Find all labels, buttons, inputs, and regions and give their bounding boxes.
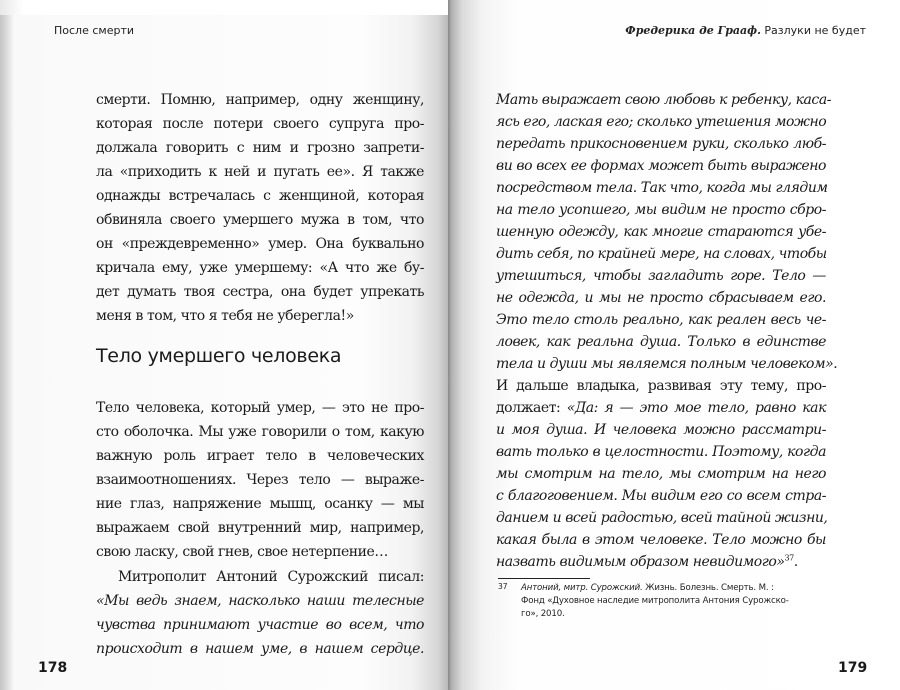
quote-line: ви во всех ее формах может быть выражено	[496, 158, 826, 174]
running-head-right	[625, 24, 866, 37]
quote-line: ясь его, лаская его; сколько утешения можно	[496, 114, 827, 130]
page-number-left: 178	[38, 660, 68, 676]
text-line: меня в том, что я тебя не уберегла!»	[96, 308, 354, 324]
quote-line: на тело усопшего, мы видим не просто сбро-	[496, 202, 826, 218]
quote-line: «Мы ведь знаем, насколько наши телесные	[96, 593, 424, 609]
text-line: кричала ему, уже умершему: «А что же бу-	[96, 260, 424, 276]
text-line: обвиняла своего умершего мужа в том, что	[96, 212, 424, 228]
quote-line: вать только в целостности. Поэтому, когда	[496, 444, 826, 460]
quote-line: Это тело столь реально, как реален весь че-	[496, 312, 826, 328]
text-line: взаимоотношениях. Через тело — выраже-	[96, 472, 424, 488]
running-head-left: После смерти	[54, 24, 134, 37]
quote-line	[496, 554, 826, 571]
text-line: однажды встречалась с женщиной, которая	[96, 188, 424, 204]
quote-line: ловек, как реальна душа. Только в единстве	[496, 334, 826, 350]
quote-line: данием и всей радостью, всей тайной жизни,	[496, 510, 828, 526]
text-line: которая после потери своего супруга про-	[96, 116, 424, 132]
page-edge-shadow	[0, 0, 448, 15]
section-heading: Тело умершего человека	[96, 345, 342, 367]
text-line: свою ласку, свой гнев, свое нетерпение…	[96, 544, 388, 560]
text-line: смерти. Помню, например, одну женщину,	[96, 92, 424, 108]
text-line: выражаем свой внутренний мир, например,	[96, 520, 424, 536]
quote-line: мы смотрим на тело, мы смотрим на него	[496, 466, 826, 482]
quote-line: тела и души мы являемся полным человеком».	[496, 356, 838, 372]
quote-line: посредством тела. Так что, когда мы глядим	[496, 180, 828, 196]
quote-line: шенную одежду, как многие стараются убе-	[496, 224, 826, 240]
text-line: сто оболочка. Мы уже говорили о том, какую	[96, 424, 424, 440]
quote-line: утешиться, чтобы загладить горе. Тело —	[496, 268, 826, 284]
running-head-author: Фредерика де Грааф.	[625, 24, 761, 37]
footnote-line	[521, 582, 835, 594]
quote-span: «Да: я — это мое тело, равно как	[566, 400, 826, 416]
footnote-text: Жизнь. Болезнь. Смерть. М. :	[642, 583, 774, 593]
footnote-number: 37	[498, 582, 508, 591]
text-line: ла «приходить к ней и пугать ее». Я также	[96, 164, 424, 180]
footnote-author: Антоний, митр. Сурожский.	[521, 583, 643, 593]
quote-line: Мать выражает свою любовь к ребенку, каса-	[496, 92, 832, 108]
quote-line: передать прикосновением руки, сколько люб-	[496, 136, 826, 152]
text-line	[496, 400, 826, 417]
quote-line: чувства принимают участие во всем, что	[96, 617, 424, 633]
text-line: он «преждевременно» умер. Она буквально	[96, 236, 424, 252]
text-span: должает:	[496, 400, 567, 416]
text-line: Тело человека, который умер, — это не про-	[96, 400, 424, 416]
footnote-ref: 37	[784, 553, 794, 563]
text-line: ние глаз, напряжение мышц, осанку — мы	[96, 496, 424, 512]
text-line: дет думать твоя сестра, она будет упрекать	[96, 284, 424, 300]
quote-line: дить себя, по крайней мере, на словах, чтобы	[496, 246, 827, 262]
text-line: Митрополит Антоний Сурожский писал:	[118, 569, 424, 585]
quote-line: не одежда, и мы не просто сбрасываем его.	[496, 290, 826, 306]
footnote-line: Фонд «Духовное наследие митрополита Антония Сурожско-	[521, 596, 789, 606]
quote-line: происходит в нашем уме, в нашем сердце.	[96, 641, 424, 657]
text-line: важную роль играет тело в человеческих	[96, 448, 424, 464]
quote-line: и моя душа. И человека можно рассматри-	[496, 422, 826, 438]
running-head-title: Разлуки не будет	[764, 24, 866, 37]
footnote-rule	[498, 578, 590, 579]
quote-line: какая была в этом человеке. Тело можно бы	[496, 532, 826, 548]
text-line: должала говорить с ним и грозно запрети-	[96, 140, 424, 156]
page-number-right: 179	[838, 660, 868, 676]
text-line: И дальше владыка, развивая эту тему, про-	[496, 378, 826, 394]
period: .	[793, 554, 798, 570]
quote-span: назвать видимым образом невидимого»	[496, 554, 785, 570]
footnote-line: го», 2010.	[521, 609, 565, 619]
quote-line: с благоговением. Мы видим его со всем стра-	[496, 488, 826, 504]
